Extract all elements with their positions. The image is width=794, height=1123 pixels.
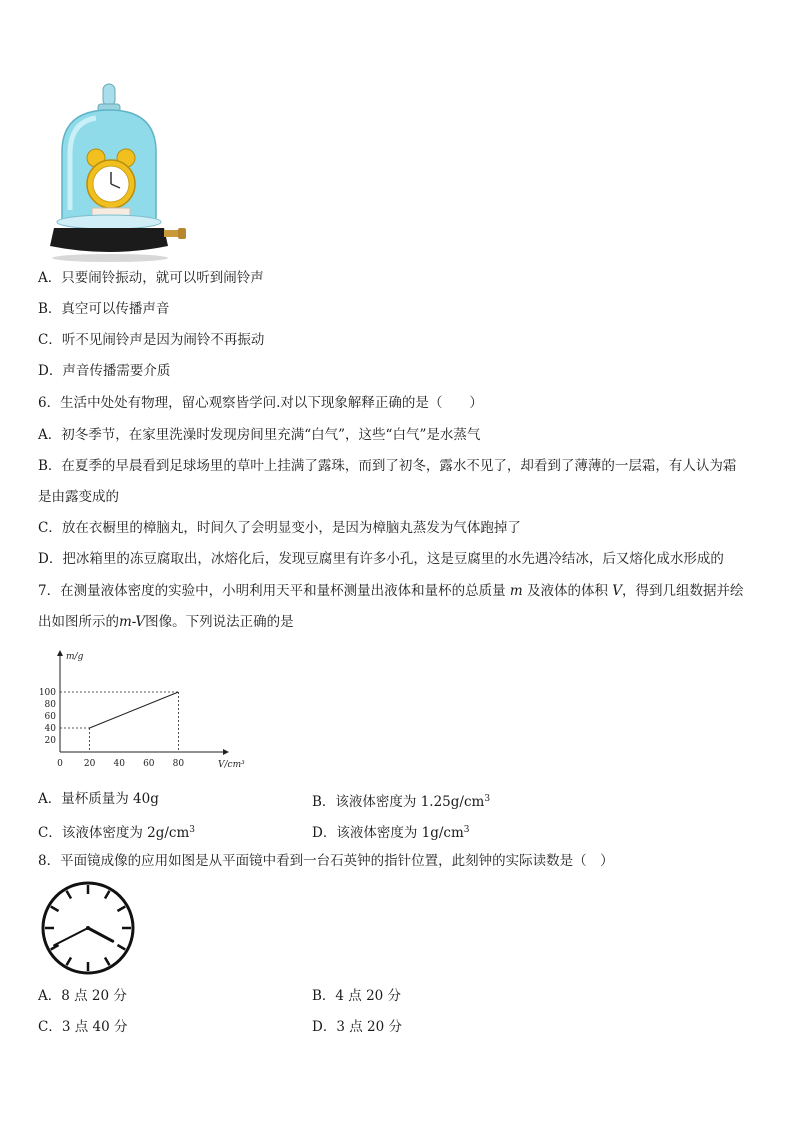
q6-option-b-line1: B．在夏季的早晨看到足球场里的草叶上挂满了露珠，而到了初冬，露水不见了，却看到了薄薄的一层霜，有人认为霜 [38, 458, 737, 474]
y-axis-label: m/g [66, 652, 84, 662]
q5-option-b: B．真空可以传播声音 [38, 301, 170, 317]
data-line [90, 692, 179, 728]
q7-stem-line1: 7．在测量液体密度的实验中，小明利用天平和量杯测量出液体和量杯的总质量 m 及液体的体积 V，得到几组数据并绘 [38, 583, 744, 599]
q5-option-c: C．听不见闹铃声是因为闹铃不再振动 [38, 332, 265, 348]
q6-option-d: D．把冰箱里的冻豆腐取出，冰熔化后，发现豆腐里有许多小孔，这是豆腐里的水先遇冷结冰，后又熔化成水形成的 [38, 551, 724, 567]
y-axis-arrow [57, 650, 63, 656]
x-tick-label: 20 [83, 759, 96, 769]
q7-option-c: C．该液体密度为 $2g/cm^3$ [38, 825, 195, 841]
x-tick-label: 0 [57, 759, 63, 769]
y-tick-label: 40 [44, 724, 56, 734]
q7-option-a: A．量杯质量为 40g [38, 791, 159, 807]
mirror-clock-image [38, 878, 142, 978]
y-tick-label: 60 [44, 712, 56, 722]
y-tick-label: 80 [44, 700, 56, 710]
q6-option-a: A．初冬季节，在家里洗澡时发现房间里充满“白气”，这些“白气”是水蒸气 [38, 427, 481, 443]
x-axis-arrow [223, 749, 229, 755]
q7-option-b: B．该液体密度为 $1.25g/cm^3$ [312, 794, 491, 810]
q7-stem-line2: 出如图所示的m-V图像。下列说法正确的是 [38, 614, 294, 630]
q8-option-a: A．8 点 20 分 [38, 988, 127, 1004]
x-axis-label: V/cm³ [218, 760, 245, 770]
bell-jar-image [46, 80, 192, 262]
clock-center [86, 926, 90, 930]
q6-stem: 6．生活中处处有物理，留心观察皆学问.对以下现象解释正确的是（ ） [38, 395, 483, 411]
q6-option-c: C．放在衣橱里的樟脑丸，时间久了会明显变小，是因为樟脑丸蒸发为气体跑掉了 [38, 520, 521, 536]
x-tick-label: 80 [172, 759, 185, 769]
q8-option-c: C．3 点 40 分 [38, 1019, 128, 1035]
q5-option-d: D．声音传播需要介质 [38, 363, 171, 379]
x-tick-label: 60 [143, 759, 155, 769]
q8-stem: 8．平面镜成像的应用如图是从平面镜中看到一台石英钟的指针位置，此刻钟的实际读数是（ ） [38, 853, 614, 869]
y-tick-label: 100 [38, 688, 56, 698]
q6-option-b-line2: 是由露变成的 [38, 489, 119, 505]
x-tick-label: 40 [113, 759, 125, 769]
y-tick-label: 20 [44, 736, 56, 746]
q8-option-d: D．3 点 20 分 [312, 1019, 402, 1035]
q7-option-d: D．该液体密度为 $1g/cm^3$ [312, 825, 470, 841]
q5-option-a: A．只要闹铃振动，就可以听到闹铃声 [38, 270, 264, 286]
m-v-chart [38, 646, 258, 774]
q8-option-b: B．4 点 20 分 [312, 988, 402, 1004]
